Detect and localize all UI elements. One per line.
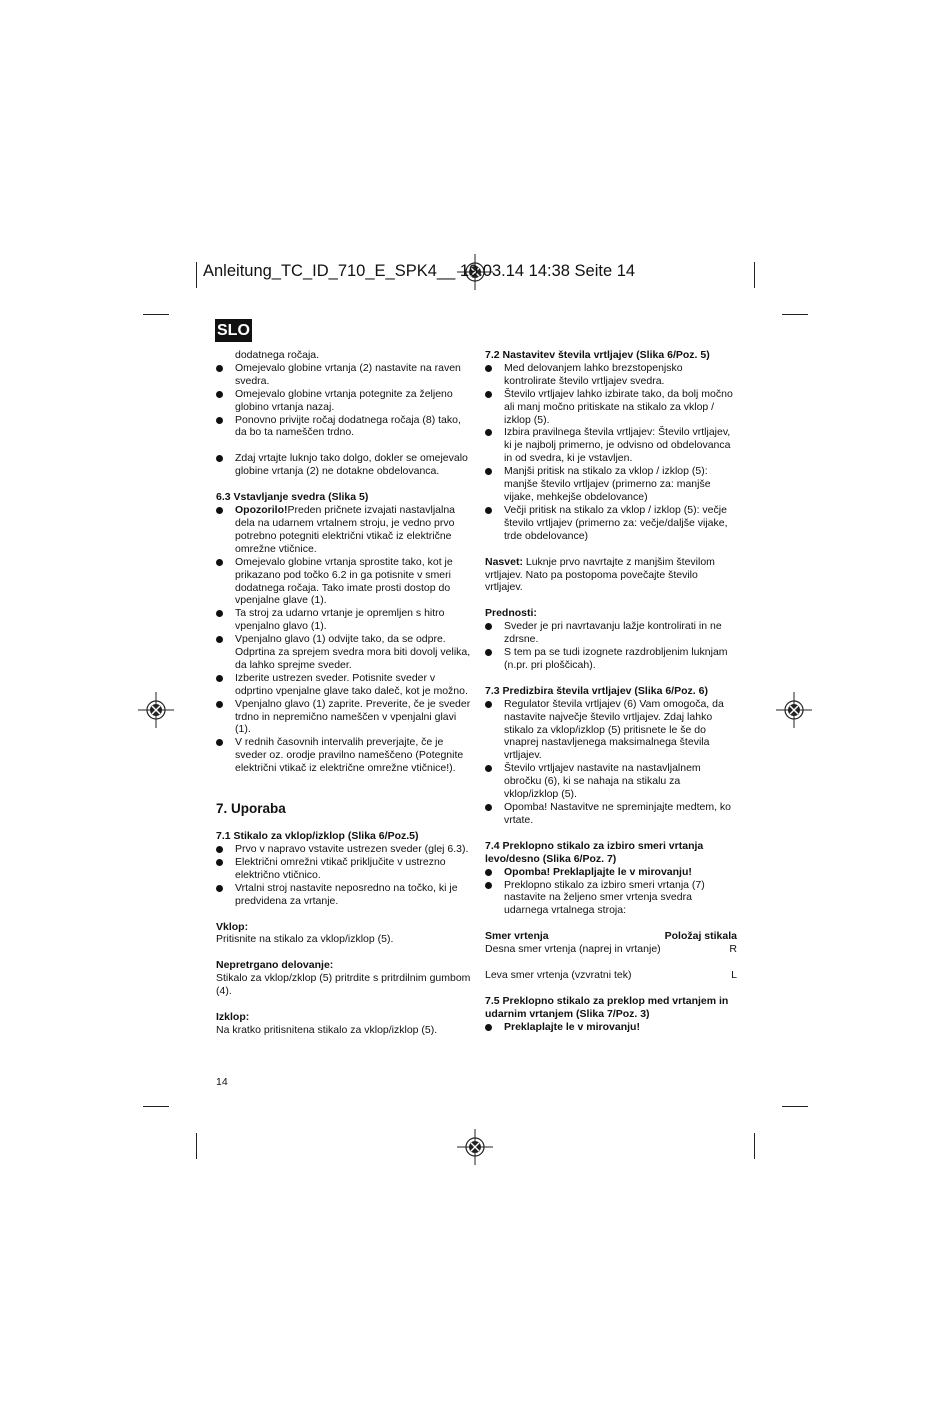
list-item: Ponovno privijte ročaj dodatnega ročaja (8) tako, da bo ta nameščen trdno. bbox=[216, 414, 474, 440]
left-column bbox=[216, 349, 474, 1037]
list-item: Vrtalni stroj nastavite neposredno na točko, ki je predvidena za vrtanje. bbox=[216, 882, 474, 908]
list-item: Izberite ustrezen sveder. Potisnite sveder v odprtino vpenjalne glave tako daleč, kot je možno. bbox=[216, 672, 474, 698]
list-item: Regulator števila vrtljajev (6) Vam omogoča, da nastavite največje število vrtljajev. Zdaj lahko stikalo za vklop/izklop (5) pritisnete le še do vnaprej nastavljenega maksimalnega števila vrtljajev. bbox=[485, 698, 737, 763]
bullet-list bbox=[216, 362, 474, 439]
crop-mark bbox=[754, 1133, 755, 1159]
section-heading: 7.1 Stikalo za vklop/izklop (Slika 6/Poz.5) bbox=[216, 830, 419, 843]
list-item: Večji pritisk na stikalo za vklop / izklop (5): večje število vrtljajev (primerno za: večje/daljše vijake, trde obdelovance) bbox=[485, 504, 737, 543]
print-slug: Anleitung_TC_ID_710_E_SPK4__ 19.03.14 14:38 Seite 14 bbox=[203, 262, 636, 280]
subheading: Izklop: bbox=[216, 1011, 250, 1024]
section-heading: 7.4 Preklopno stikalo za izbiro smeri vrtanja levo/desno (Slika 6/Poz. 7) bbox=[485, 839, 704, 865]
right-column bbox=[485, 349, 737, 1034]
list-item: Ta stroj za udarno vrtanje je opremljen s hitro vpenjalno glavo (1). bbox=[216, 607, 474, 633]
list-item: Preklopno stikalo za izbiro smeri vrtanja (7) nastavite na željeno smer vrtenja svedra udarnega vrtalnega stroja: bbox=[485, 879, 737, 918]
bullet-list bbox=[216, 843, 474, 908]
crop-mark bbox=[754, 262, 755, 288]
subheading: Prednosti: bbox=[485, 607, 537, 620]
list-item: V rednih časovnih intervalih preverjajte, če je sveder oz. orodje pravilno nameščeno (Potegnite električni vtikač iz električne omrežne vtičnice!). bbox=[216, 736, 474, 775]
list-item bbox=[216, 504, 474, 556]
list-item: Omejevalo globine vrtanja (2) nastavite na raven svedra. bbox=[216, 362, 474, 388]
tip-label: Nasvet: bbox=[485, 555, 523, 568]
table-row bbox=[485, 943, 737, 956]
subheading: Nepretrgano delovanje: bbox=[216, 959, 334, 972]
list-item: S tem pa se tudi izognete razdrobljenim luknjam (n.pr. pri ploščicah). bbox=[485, 646, 737, 672]
bullet-list bbox=[485, 866, 737, 918]
bullet-list bbox=[216, 452, 474, 478]
table-header-cell: Položaj stikala bbox=[664, 930, 737, 943]
list-item: Število vrtljajev lahko izbirate tako, da bolj močno ali manj močno pritiskate na stikalo za vklop / izklop (5). bbox=[485, 388, 737, 427]
table-cell: L bbox=[731, 969, 737, 982]
list-item: Opomba! Nastavitve ne spreminjajte medtem, ko vrtate. bbox=[485, 801, 737, 827]
list-item: Vpenjalno glavo (1) odvijte tako, da se odpre. Odprtina za sprejem svedra mora biti dovolj velika, da lahko sprejme sveder. bbox=[216, 633, 474, 672]
list-item: Med delovanjem lahko brezstopenjsko kontrolirate število vrtljajev svedra. bbox=[485, 362, 737, 388]
crop-mark bbox=[782, 314, 808, 315]
table-cell: Leva smer vrtenja (vzvratni tek) bbox=[485, 969, 632, 982]
warning-label: Opozorilo! bbox=[235, 504, 288, 517]
list-item: Sveder je pri navrtavanju lažje kontrolirati in ne zdrsne. bbox=[485, 620, 737, 646]
subheading: Vklop: bbox=[216, 920, 249, 933]
list-item: Električni omrežni vtikač priključite v ustrezno električno vtičnico. bbox=[216, 856, 474, 882]
paragraph: Pritisnite na stikalo za vklop/izklop (5). bbox=[216, 933, 394, 946]
crop-mark bbox=[196, 262, 197, 288]
section-heading: 7.5 Preklopno stikalo za preklop med vrtanjem in udarnim vrtanjem (Slika 7/Poz. 3) bbox=[485, 994, 729, 1020]
section-heading: 7.2 Nastavitev števila vrtljajev (Slika 6/Poz. 5) bbox=[485, 349, 710, 361]
bullet-list bbox=[485, 698, 737, 827]
registration-mark-icon bbox=[776, 692, 812, 728]
chapter-heading: 7. Uporaba bbox=[216, 801, 286, 817]
crop-mark bbox=[143, 314, 169, 315]
list-item: Manjši pritisk na stikalo za vklop / izklop (5): manjše število vrtljajev (primerno za: manjše vijake, mehkejše obdelovance) bbox=[485, 465, 737, 504]
table-cell: Desna smer vrtenja (naprej in vrtanje) bbox=[485, 943, 661, 956]
registration-mark-icon bbox=[138, 692, 174, 728]
bullet-list bbox=[485, 620, 737, 672]
tip-text: Luknje prvo navrtajte z manjšim številom vrtljajev. Nato pa postopoma povečajte število vrtljajev. bbox=[485, 555, 715, 594]
list-item: Izbira pravilnega števila vrtljajev: Število vrtljajev, ki je najbolj primerno, je odvisno od obdelovanca in od svedra, ki je vstavljen. bbox=[485, 426, 737, 465]
warning-text: Preden pričnete izvajati nastavljalna dela na udarnem vrtalnem stroju, je vedno prvo potrebno potegniti električni vtikač iz električne omrežne vtičnice. bbox=[235, 504, 456, 555]
table-cell: R bbox=[729, 943, 737, 956]
list-item: Število vrtljajev nastavite na nastavljalnem obročku (6), ki se nahaja na stikalu za vklop/izklop (5). bbox=[485, 762, 737, 801]
paragraph: dodatnega ročaja. bbox=[235, 349, 320, 361]
list-item: Omejevalo globine vrtanja potegnite za željeno globino vrtanja nazaj. bbox=[216, 388, 474, 414]
tip-paragraph bbox=[485, 556, 737, 595]
list-item: Zdaj vrtajte luknjo tako dolgo, dokler se omejevalo globine vrtanja (2) ne dotakne obdelovanca. bbox=[216, 452, 474, 478]
table-header bbox=[485, 930, 737, 943]
language-tag: SLO bbox=[215, 319, 252, 342]
list-item: Prvo v napravo vstavite ustrezen sveder (glej 6.3). bbox=[216, 843, 474, 856]
list-item: Opomba! Preklapljajte le v mirovanju! bbox=[485, 866, 737, 879]
bullet-list bbox=[485, 1021, 737, 1034]
list-item: Vpenjalno glavo (1) zaprite. Preverite, če je sveder trdno in nepremično nameščen v vpenjalni glavi (1). bbox=[216, 698, 474, 737]
list-item: Omejevalo globine vrtanja sprostite tako, kot je prikazano pod točko 6.2 in ga potisnite v smeri dodatnega ročaja. Tako imate prosti dostop do vpenjalne glave (1). bbox=[216, 556, 474, 608]
table-row bbox=[485, 969, 737, 982]
paragraph: Na kratko pritisnitena stikalo za vklop/izklop (5). bbox=[216, 1023, 438, 1036]
paragraph: Stikalo za vklop/zklop (5) pritrdite s pritrdilnim gumbom (4). bbox=[216, 972, 471, 998]
bullet-list bbox=[216, 504, 474, 775]
crop-mark bbox=[143, 1106, 169, 1107]
bullet-list bbox=[485, 362, 737, 543]
section-heading: 6.3 Vstavljanje svedra (Slika 5) bbox=[216, 491, 369, 504]
list-item: Preklaplajte le v mirovanju! bbox=[485, 1021, 737, 1034]
section-heading: 7.3 Predizbira števila vrtljajev (Slika 6/Poz. 6) bbox=[485, 684, 708, 697]
table-header-cell: Smer vrtenja bbox=[485, 930, 549, 943]
page-number: 14 bbox=[216, 1076, 228, 1088]
registration-mark-icon bbox=[457, 1129, 493, 1165]
crop-mark bbox=[196, 1133, 197, 1159]
crop-mark bbox=[782, 1106, 808, 1107]
